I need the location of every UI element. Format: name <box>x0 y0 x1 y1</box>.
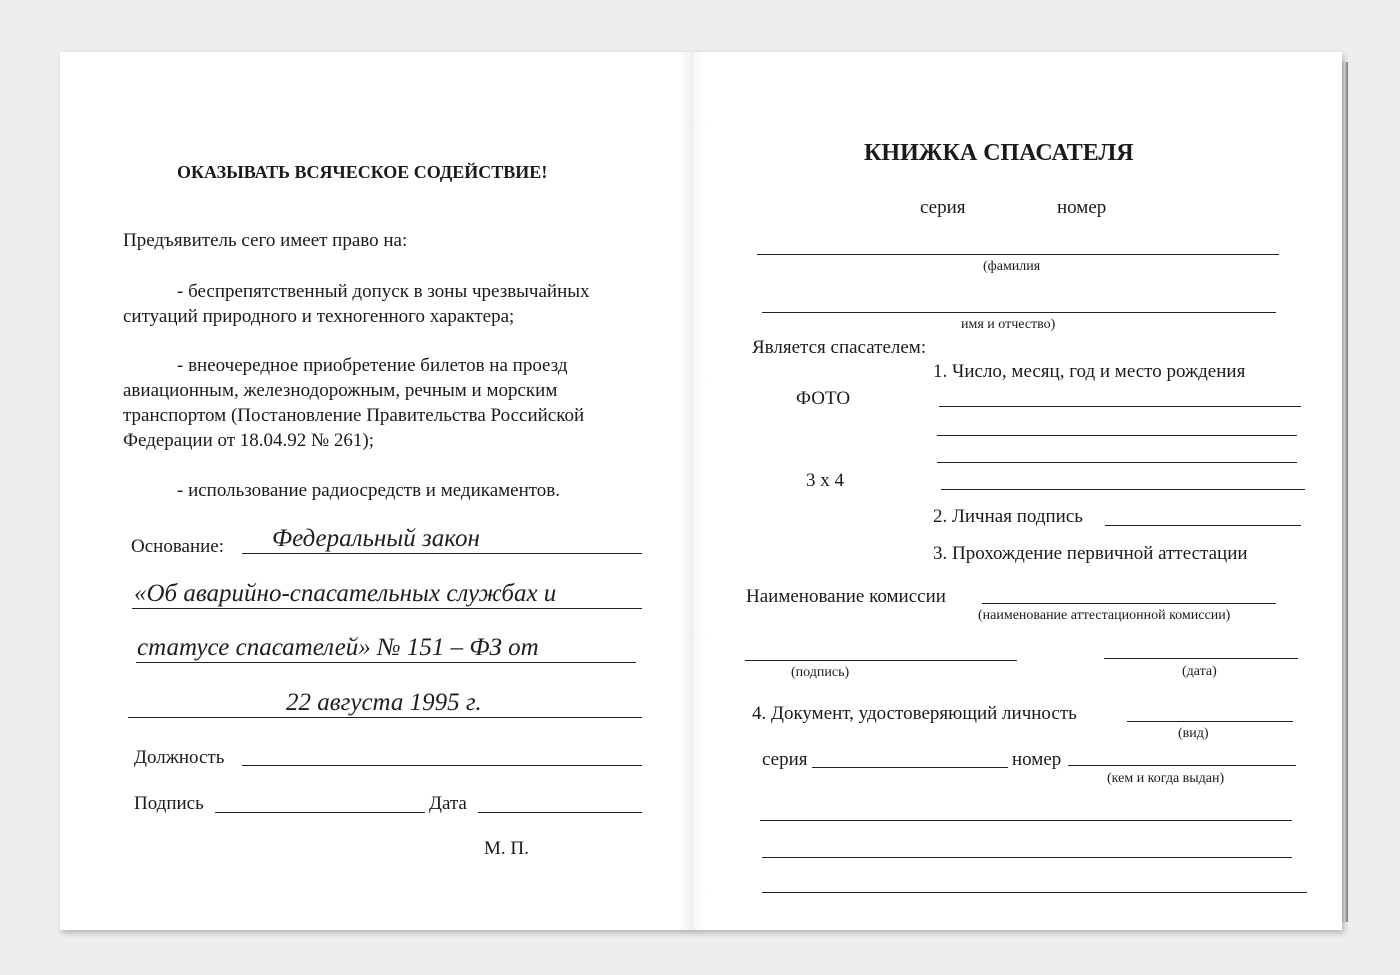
doc-type-line <box>1127 721 1293 722</box>
commission-caption: (наименование аттестационной комиссии) <box>978 608 1231 623</box>
attestation-signature-line <box>745 660 1017 661</box>
doc-type-caption: (вид) <box>1178 726 1209 741</box>
right-2-line-2: авиационным, железнодорожным, речным и морским <box>123 380 558 401</box>
birth-line-3 <box>937 462 1297 463</box>
issued-caption: (кем и когда выдан) <box>1107 771 1225 786</box>
item-3-attestation: 3. Прохождение первичной аттестации <box>933 543 1248 564</box>
item-4-identity: 4. Документ, удостоверяющий личность <box>752 703 1077 724</box>
signature-caption: (подпись) <box>791 665 850 680</box>
date-label: Дата <box>429 793 467 814</box>
booklet-spine <box>678 52 706 930</box>
right-2-line-3: транспортом (Постановление Правительства Российской <box>123 405 585 426</box>
right-2-line-4: Федерации от 18.04.92 № 261); <box>123 430 375 451</box>
doc-series-label: серия <box>762 749 808 770</box>
photo-size-label: 3 х 4 <box>806 470 844 491</box>
right-2-line-1: - внеочередное приобретение билетов на проезд <box>177 355 568 376</box>
surname-caption: (фамилия <box>983 259 1041 274</box>
issued-line-2 <box>762 857 1292 858</box>
item-1-birth: 1. Число, месяц, год и место рождения <box>933 361 1246 382</box>
position-label: Должность <box>134 747 225 768</box>
commission-label: Наименование комиссии <box>746 586 946 607</box>
series-label: серия <box>920 197 966 218</box>
signature-line <box>215 812 425 813</box>
basis-handwritten-line-2: «Об аварийно-спасательных службах и <box>134 580 557 607</box>
right-1-line-2: ситуаций природного и техногенного характера; <box>123 306 515 327</box>
basis-handwritten-line-3: статусе спасателей» № 151 – ФЗ от <box>137 634 539 661</box>
seal-label: М. П. <box>484 838 529 859</box>
basis-label: Основание: <box>131 536 225 557</box>
name-caption: имя и отчество) <box>961 317 1056 332</box>
item-2-signature: 2. Личная подпись <box>933 506 1083 527</box>
issued-line-3 <box>762 892 1307 893</box>
personal-signature-line <box>1105 525 1301 526</box>
right-1-line-1: - беспрепятственный допуск в зоны чрезвычайных <box>177 281 590 302</box>
basis-line-2 <box>132 608 642 609</box>
doc-number-line <box>1068 765 1296 766</box>
position-line <box>242 765 642 766</box>
date-line <box>478 812 642 813</box>
signature-label: Подпись <box>134 793 204 814</box>
basis-handwritten-line-4: 22 августа 1995 г. <box>286 689 482 716</box>
right-3-line-1: - использование радиосредств и медикаментов. <box>177 480 561 501</box>
number-label: номер <box>1057 197 1107 218</box>
issued-line-1 <box>760 820 1292 821</box>
commission-line <box>982 603 1276 604</box>
basis-handwritten-line-1: Федеральный закон <box>272 525 480 552</box>
is-rescuer-label: Является спасателем: <box>752 337 927 358</box>
booklet-title: КНИЖКА СПАСАТЕЛЯ <box>864 140 1134 166</box>
open-booklet <box>60 52 1342 930</box>
birth-line-4 <box>941 489 1305 490</box>
doc-series-line <box>812 767 1008 768</box>
basis-line-1 <box>242 553 642 554</box>
birth-line-1 <box>939 406 1301 407</box>
left-page-heading: ОКАЗЫВАТЬ ВСЯЧЕСКОЕ СОДЕЙСТВИЕ! <box>177 162 548 182</box>
photo-label: ФОТО <box>796 388 851 409</box>
name-line <box>762 312 1276 313</box>
basis-line-4 <box>128 717 642 718</box>
doc-number-label: номер <box>1012 749 1062 770</box>
birth-line-2 <box>937 435 1297 436</box>
attestation-date-line <box>1104 658 1298 659</box>
surname-line <box>757 254 1279 255</box>
rights-intro: Предъявитель сего имеет право на: <box>123 230 408 251</box>
date-caption: (дата) <box>1182 664 1217 679</box>
basis-line-3 <box>136 662 636 663</box>
